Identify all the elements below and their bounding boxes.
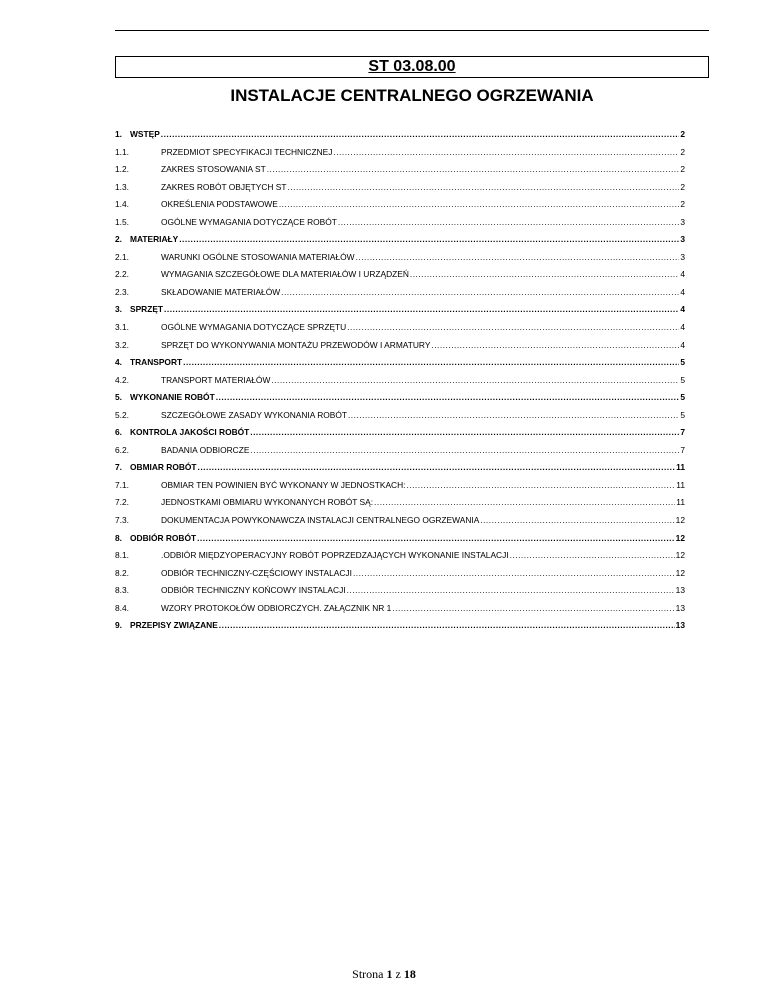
toc-entry[interactable]	[115, 617, 685, 635]
toc-entry[interactable]	[115, 214, 685, 232]
toc-entry-page: 4	[680, 269, 685, 280]
toc-entry-number: 8.3.	[115, 585, 129, 596]
toc-entry[interactable]	[115, 582, 685, 600]
toc-dot-leader	[348, 407, 679, 425]
toc-dot-leader	[480, 512, 674, 530]
toc-dot-leader	[164, 301, 679, 319]
toc-dot-leader	[510, 547, 675, 565]
toc-entry-page: 4	[680, 286, 685, 297]
toc-entry-page: 12	[675, 567, 685, 578]
toc-entry-title: SZCZEGÓŁOWE ZASADY WYKONANIA ROBÓT	[161, 409, 347, 420]
toc-entry-number: 4.2.	[115, 374, 129, 385]
toc-dot-leader	[410, 266, 679, 284]
toc-dot-leader	[161, 126, 680, 144]
toc-dot-leader	[374, 494, 675, 512]
page-footer	[0, 966, 768, 982]
toc-dot-leader	[271, 372, 679, 390]
toc-entry-number: 4.	[115, 357, 122, 368]
footer-separator: z	[395, 967, 401, 981]
toc-entry-number: 3.1.	[115, 322, 129, 333]
toc-entry[interactable]	[115, 389, 685, 407]
toc-entry[interactable]	[115, 407, 685, 425]
footer-prefix: Strona	[352, 967, 384, 981]
toc-entry-title: WARUNKI OGÓLNE STOSOWANIA MATERIAŁÓW	[161, 251, 355, 262]
toc-entry-page: 5	[680, 357, 685, 368]
toc-entry-title: ODBIÓR TECHNICZNY KOŃCOWY INSTALACJI	[161, 585, 346, 596]
toc-entry-page: 7	[680, 427, 685, 438]
toc-entry-title: WYMAGANIA SZCZEGÓŁOWE DLA MATERIAŁÓW I URZĄDZEŃ	[161, 269, 409, 280]
toc-entry-number: 3.2.	[115, 339, 129, 350]
spec-code: ST 03.08.00	[368, 58, 456, 75]
toc-entry-page: 11	[676, 497, 685, 508]
toc-entry[interactable]	[115, 144, 685, 162]
toc-dot-leader	[179, 231, 679, 249]
toc-entry[interactable]	[115, 196, 685, 214]
toc-entry-page: 12	[675, 550, 685, 561]
toc-entry-title: OGÓLNE WYMAGANIA DOTYCZĄCE ROBÓT	[161, 216, 337, 227]
toc-entry[interactable]	[115, 372, 685, 390]
toc-dot-leader	[198, 459, 676, 477]
toc-entry[interactable]	[115, 600, 685, 618]
toc-entry-title: JEDNOSTKAMI OBMIARU WYKONANYCH ROBÓT SĄ:	[161, 497, 374, 508]
toc-entry-number: 8.2.	[115, 567, 129, 578]
toc-entry-title: SPRZĘT	[130, 304, 164, 315]
toc-dot-leader	[347, 319, 679, 337]
toc-entry[interactable]	[115, 266, 685, 284]
toc-entry-title: BADANIA ODBIORCZE	[161, 444, 250, 455]
toc-entry[interactable]	[115, 337, 685, 355]
toc-entry-page: 2	[680, 146, 685, 157]
toc-entry-title: TRANSPORT	[130, 357, 183, 368]
toc-entry[interactable]	[115, 231, 685, 249]
toc-dot-leader	[353, 565, 675, 583]
toc-entry-number: 1.4.	[115, 199, 129, 210]
toc-dot-leader	[288, 179, 680, 197]
header-rule	[115, 30, 709, 31]
toc-entry-page: 2	[680, 181, 685, 192]
toc-dot-leader	[279, 196, 680, 214]
toc-dot-leader	[347, 582, 675, 600]
toc-entry-number: 7.	[115, 462, 122, 473]
toc-entry-page: 12	[675, 515, 685, 526]
toc-entry-title: OGÓLNE WYMAGANIA DOTYCZĄCE SPRZĘTU	[161, 322, 347, 333]
toc-entry-page: 13	[675, 585, 685, 596]
toc-entry[interactable]	[115, 547, 685, 565]
toc-entry-title: ODBIÓR ROBÓT	[130, 532, 197, 543]
toc-entry-number: 7.2.	[115, 497, 129, 508]
toc-entry-number: 1.3.	[115, 181, 129, 192]
toc-entry[interactable]	[115, 477, 685, 495]
toc-entry-title: SKŁADOWANIE MATERIAŁÓW	[161, 286, 281, 297]
toc-entry-page: 5	[680, 374, 685, 385]
toc-entry-number: 8.	[115, 532, 122, 543]
toc-entry-page: 11	[676, 462, 685, 473]
table-of-contents	[115, 126, 685, 635]
toc-entry[interactable]	[115, 424, 685, 442]
toc-entry[interactable]	[115, 512, 685, 530]
toc-entry-number: 6.	[115, 427, 122, 438]
toc-dot-leader	[338, 214, 679, 232]
toc-entry-page: 4	[680, 304, 685, 315]
toc-dot-leader	[250, 424, 679, 442]
toc-entry-number: 2.3.	[115, 286, 129, 297]
toc-entry[interactable]	[115, 494, 685, 512]
toc-entry-number: 7.3.	[115, 515, 129, 526]
toc-entry[interactable]	[115, 284, 685, 302]
toc-entry-page: 7	[680, 444, 685, 455]
toc-entry-page: 3	[680, 216, 685, 227]
toc-entry-page: 13	[675, 620, 685, 631]
toc-entry[interactable]	[115, 161, 685, 179]
toc-entry-number: 5.	[115, 392, 122, 403]
toc-entry-title: SPRZĘT DO WYKONYWANIA MONTAŻU PRZEWODÓW I ARMATURY	[161, 339, 431, 350]
toc-entry-title: WSTĘP	[130, 129, 160, 139]
toc-dot-leader	[333, 144, 679, 162]
toc-entry-page: 4	[680, 322, 685, 333]
toc-entry-title: DOKUMENTACJA POWYKONAWCZA INSTALACJI CENTRALNEGO OGRZEWANIA	[161, 515, 480, 526]
toc-entry-number: 8.4.	[115, 602, 129, 613]
footer-total-pages: 18	[403, 967, 416, 981]
toc-entry-page: 5	[680, 392, 685, 403]
toc-entry-number: 6.2.	[115, 444, 129, 455]
toc-entry-number: 2.2.	[115, 269, 129, 280]
toc-entry-page: 5	[680, 409, 685, 420]
toc-dot-leader	[356, 249, 680, 267]
toc-entry[interactable]	[115, 319, 685, 337]
toc-dot-leader	[183, 354, 679, 372]
toc-entry-title: .ODBIÓR MIĘDZYOPERACYJNY ROBÓT POPRZEDZAJĄCYCH WYKONANIE INSTALACJI	[161, 550, 509, 561]
toc-entry-page: 13	[675, 602, 685, 613]
toc-entry-number: 8.1.	[115, 550, 129, 561]
toc-entry-number: 7.1.	[115, 479, 129, 490]
toc-entry-page: 2	[680, 164, 685, 175]
toc-entry-number: 1.	[115, 129, 122, 139]
toc-entry-number: 3.	[115, 304, 122, 315]
toc-entry-page: 3	[680, 234, 685, 245]
toc-entry[interactable]	[115, 126, 685, 144]
toc-entry-number: 5.2.	[115, 409, 129, 420]
toc-entry-page: 3	[680, 251, 685, 262]
toc-entry-page: 2	[680, 129, 685, 139]
toc-entry-number: 1.1.	[115, 146, 129, 157]
toc-entry-number: 2.	[115, 234, 122, 245]
toc-dot-leader	[406, 477, 675, 495]
toc-dot-leader	[216, 389, 680, 407]
toc-entry-title: OBMIAR TEN POWINIEN BYĆ WYKONANY W JEDNOSTKACH:	[161, 479, 406, 490]
page-title: INSTALACJE CENTRALNEGO OGRZEWANIA	[230, 86, 594, 105]
toc-dot-leader	[219, 617, 675, 635]
toc-entry-title: OKREŚLENIA PODSTAWOWE	[161, 199, 278, 210]
toc-dot-leader	[431, 337, 679, 355]
toc-entry[interactable]	[115, 354, 685, 372]
toc-dot-leader	[281, 284, 679, 302]
toc-entry-number: 1.5.	[115, 216, 129, 227]
toc-dot-leader	[267, 161, 680, 179]
toc-entry[interactable]	[115, 301, 685, 319]
toc-entry-page: 4	[680, 339, 685, 350]
toc-entry-page: 12	[675, 532, 685, 543]
toc-entry-title: KONTROLA JAKOŚCI ROBÓT	[130, 427, 250, 438]
toc-entry-title: OBMIAR ROBÓT	[130, 462, 197, 473]
toc-entry[interactable]	[115, 565, 685, 583]
toc-dot-leader	[392, 600, 674, 618]
toc-entry-title: WYKONANIE ROBÓT	[130, 392, 215, 403]
toc-entry-page: 2	[680, 199, 685, 210]
toc-entry[interactable]	[115, 459, 685, 477]
spec-code-box	[115, 56, 709, 78]
footer-current-page: 1	[386, 967, 393, 981]
toc-entry-title: ZAKRES ROBÓT OBJĘTYCH ST	[161, 181, 287, 192]
toc-entry-title: ODBIÓR TECHNICZNY-CZĘŚCIOWY INSTALACJI	[161, 567, 352, 578]
toc-entry-title: MATERIAŁY	[130, 234, 179, 245]
toc-entry-number: 1.2.	[115, 164, 129, 175]
toc-dot-leader	[197, 530, 675, 548]
toc-entry-title: PRZEPISY ZWIĄZANE	[130, 620, 218, 631]
toc-entry-title: ZAKRES STOSOWANIA ST	[161, 164, 266, 175]
toc-dot-leader	[250, 442, 679, 460]
toc-entry[interactable]	[115, 530, 685, 548]
toc-entry-title: WZORY PROTOKOŁÓW ODBIORCZYCH. ZAŁĄCZNIK NR 1	[161, 602, 392, 613]
toc-entry-number: 2.1.	[115, 251, 129, 262]
toc-entry[interactable]	[115, 249, 685, 267]
toc-entry[interactable]	[115, 179, 685, 197]
toc-entry-page: 11	[676, 479, 685, 490]
toc-entry[interactable]	[115, 442, 685, 460]
toc-entry-title: PRZEDMIOT SPECYFIKACJI TECHNICZNEJ	[161, 146, 333, 157]
toc-entry-number: 9.	[115, 620, 122, 631]
toc-entry-title: TRANSPORT MATERIAŁÓW	[161, 374, 271, 385]
